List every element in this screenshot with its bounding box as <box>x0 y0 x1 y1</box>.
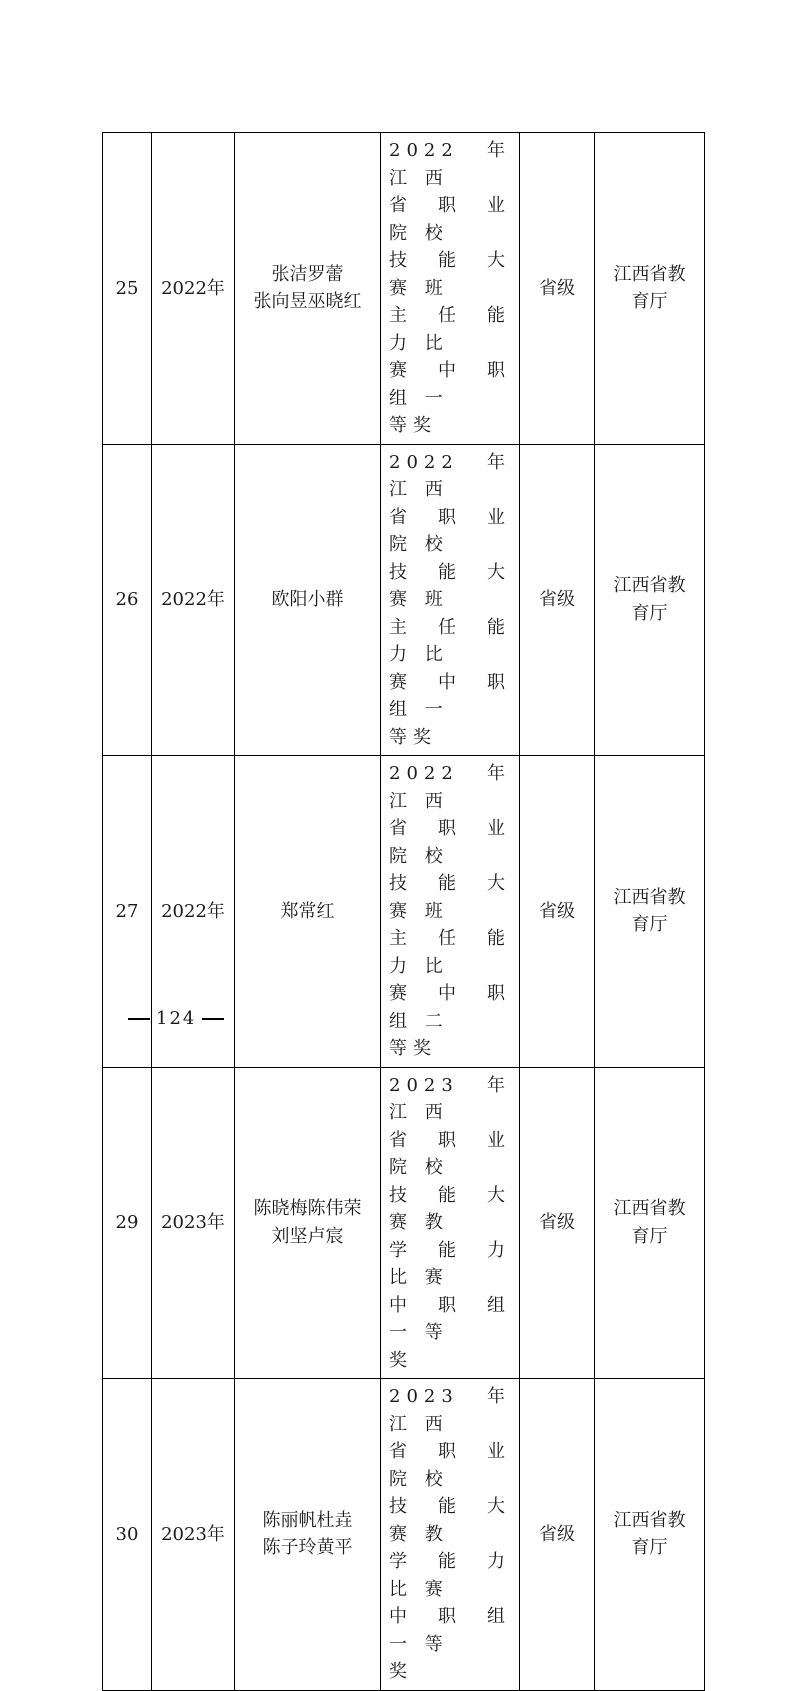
table-row <box>103 1379 705 1691</box>
page-number: 124 <box>156 1008 197 1029</box>
cell-number: 29 <box>103 1067 152 1379</box>
cell-line: 张向昱巫晓红 <box>253 291 362 313</box>
cell-line: 陈晓梅陈伟荣 <box>253 1198 362 1220</box>
cell-line: 赛 中 职 组 一 <box>389 671 511 720</box>
cell-award <box>381 1067 520 1379</box>
dash-left <box>128 1018 150 1020</box>
cell-level: 省级 <box>520 1379 595 1691</box>
cell-line: 育厅 <box>631 291 668 313</box>
cell-line: 奖 <box>389 1661 413 1682</box>
cell-number: 25 <box>103 133 152 445</box>
cell-line: 育厅 <box>631 1225 668 1247</box>
cell-line: 欧阳小群 <box>271 589 344 610</box>
cell-line: 省 职 业 院 校 <box>389 1441 511 1490</box>
cell-line: 江西省教 <box>613 575 686 597</box>
cell-line: 主 任 能 力 比 <box>389 616 511 665</box>
cell-line: 育厅 <box>631 914 668 936</box>
cell-names <box>235 444 381 756</box>
cell-line: 省 职 业 院 校 <box>389 506 511 555</box>
cell-line: 陈子玲黄平 <box>262 1537 353 1559</box>
cell-line: 江西省教 <box>613 263 686 285</box>
cell-line: 技 能 大 赛 班 <box>389 250 511 299</box>
cell-number: 27 <box>103 756 152 1068</box>
awards-table <box>102 132 705 1691</box>
cell-line: 技 能 大 赛 教 <box>389 1496 511 1545</box>
cell-award <box>381 133 520 445</box>
cell-line: 省 职 业 院 校 <box>389 1129 511 1178</box>
cell-line: 学 能 力 比 赛 <box>389 1239 511 1288</box>
table-row <box>103 133 705 445</box>
cell-line: 技 能 大 赛 教 <box>389 1184 511 1233</box>
cell-number: 26 <box>103 444 152 756</box>
cell-line: 2023 年 江 西 <box>389 1074 511 1123</box>
cell-line: 等奖 <box>389 726 437 748</box>
cell-line: 等奖 <box>389 1038 437 1059</box>
cell-line: 张洁罗蕾 <box>271 263 344 285</box>
cell-line: 育厅 <box>631 1537 668 1559</box>
cell-line: 主 任 能 力 比 <box>389 928 511 977</box>
cell-line: 主 任 能 力 比 <box>389 305 511 354</box>
cell-level: 省级 <box>520 756 595 1068</box>
cell-year: 2023年 <box>152 1379 235 1691</box>
cell-line: 2022 年 江 西 <box>389 763 511 812</box>
cell-names <box>235 1067 381 1379</box>
table-row <box>103 444 705 756</box>
cell-year: 2023年 <box>152 1067 235 1379</box>
cell-line: 赛 中 职 组 一 <box>389 360 511 409</box>
cell-line: 育厅 <box>631 602 668 624</box>
cell-line: 江西省教 <box>613 886 686 908</box>
cell-issuer <box>595 1067 705 1379</box>
cell-number: 30 <box>103 1379 152 1691</box>
cell-line: 等奖 <box>389 415 437 436</box>
cell-level: 省级 <box>520 133 595 445</box>
cell-line: 赛 中 职 组 二 <box>389 983 511 1032</box>
cell-line: 中 职 组 一 等 <box>389 1294 511 1343</box>
cell-line: 中 职 组 一 等 <box>389 1606 511 1655</box>
cell-names <box>235 756 381 1068</box>
cell-line: 江西省教 <box>613 1509 686 1531</box>
cell-issuer <box>595 1379 705 1691</box>
page-footer <box>122 1008 230 1029</box>
cell-line: 学 能 力 比 赛 <box>389 1551 511 1600</box>
cell-line: 省 职 业 院 校 <box>389 195 511 244</box>
cell-line: 2023 年 江 西 <box>389 1386 511 1435</box>
cell-issuer <box>595 133 705 445</box>
cell-award <box>381 1379 520 1691</box>
cell-line: 技 能 大 赛 班 <box>389 873 511 922</box>
cell-level: 省级 <box>520 1067 595 1379</box>
cell-year: 2022年 <box>152 756 235 1068</box>
cell-line: 省 职 业 院 校 <box>389 818 511 867</box>
cell-line: 陈丽帆杜垚 <box>262 1509 353 1531</box>
dash-right <box>202 1018 224 1020</box>
cell-year: 2022年 <box>152 133 235 445</box>
cell-year: 2022年 <box>152 444 235 756</box>
cell-issuer <box>595 444 705 756</box>
cell-names <box>235 1379 381 1691</box>
cell-line: 郑常红 <box>280 900 335 922</box>
cell-award <box>381 756 520 1068</box>
cell-level: 省级 <box>520 444 595 756</box>
cell-line: 2022 年 江 西 <box>389 451 511 500</box>
cell-award <box>381 444 520 756</box>
cell-line: 奖 <box>389 1349 413 1371</box>
cell-line: 刘坚卢宸 <box>271 1225 344 1247</box>
table-row <box>103 1067 705 1379</box>
cell-issuer <box>595 756 705 1068</box>
cell-line: 江西省教 <box>613 1198 686 1220</box>
cell-line: 2022 年 江 西 <box>389 140 511 189</box>
cell-line: 技 能 大 赛 班 <box>389 561 511 610</box>
cell-names <box>235 133 381 445</box>
